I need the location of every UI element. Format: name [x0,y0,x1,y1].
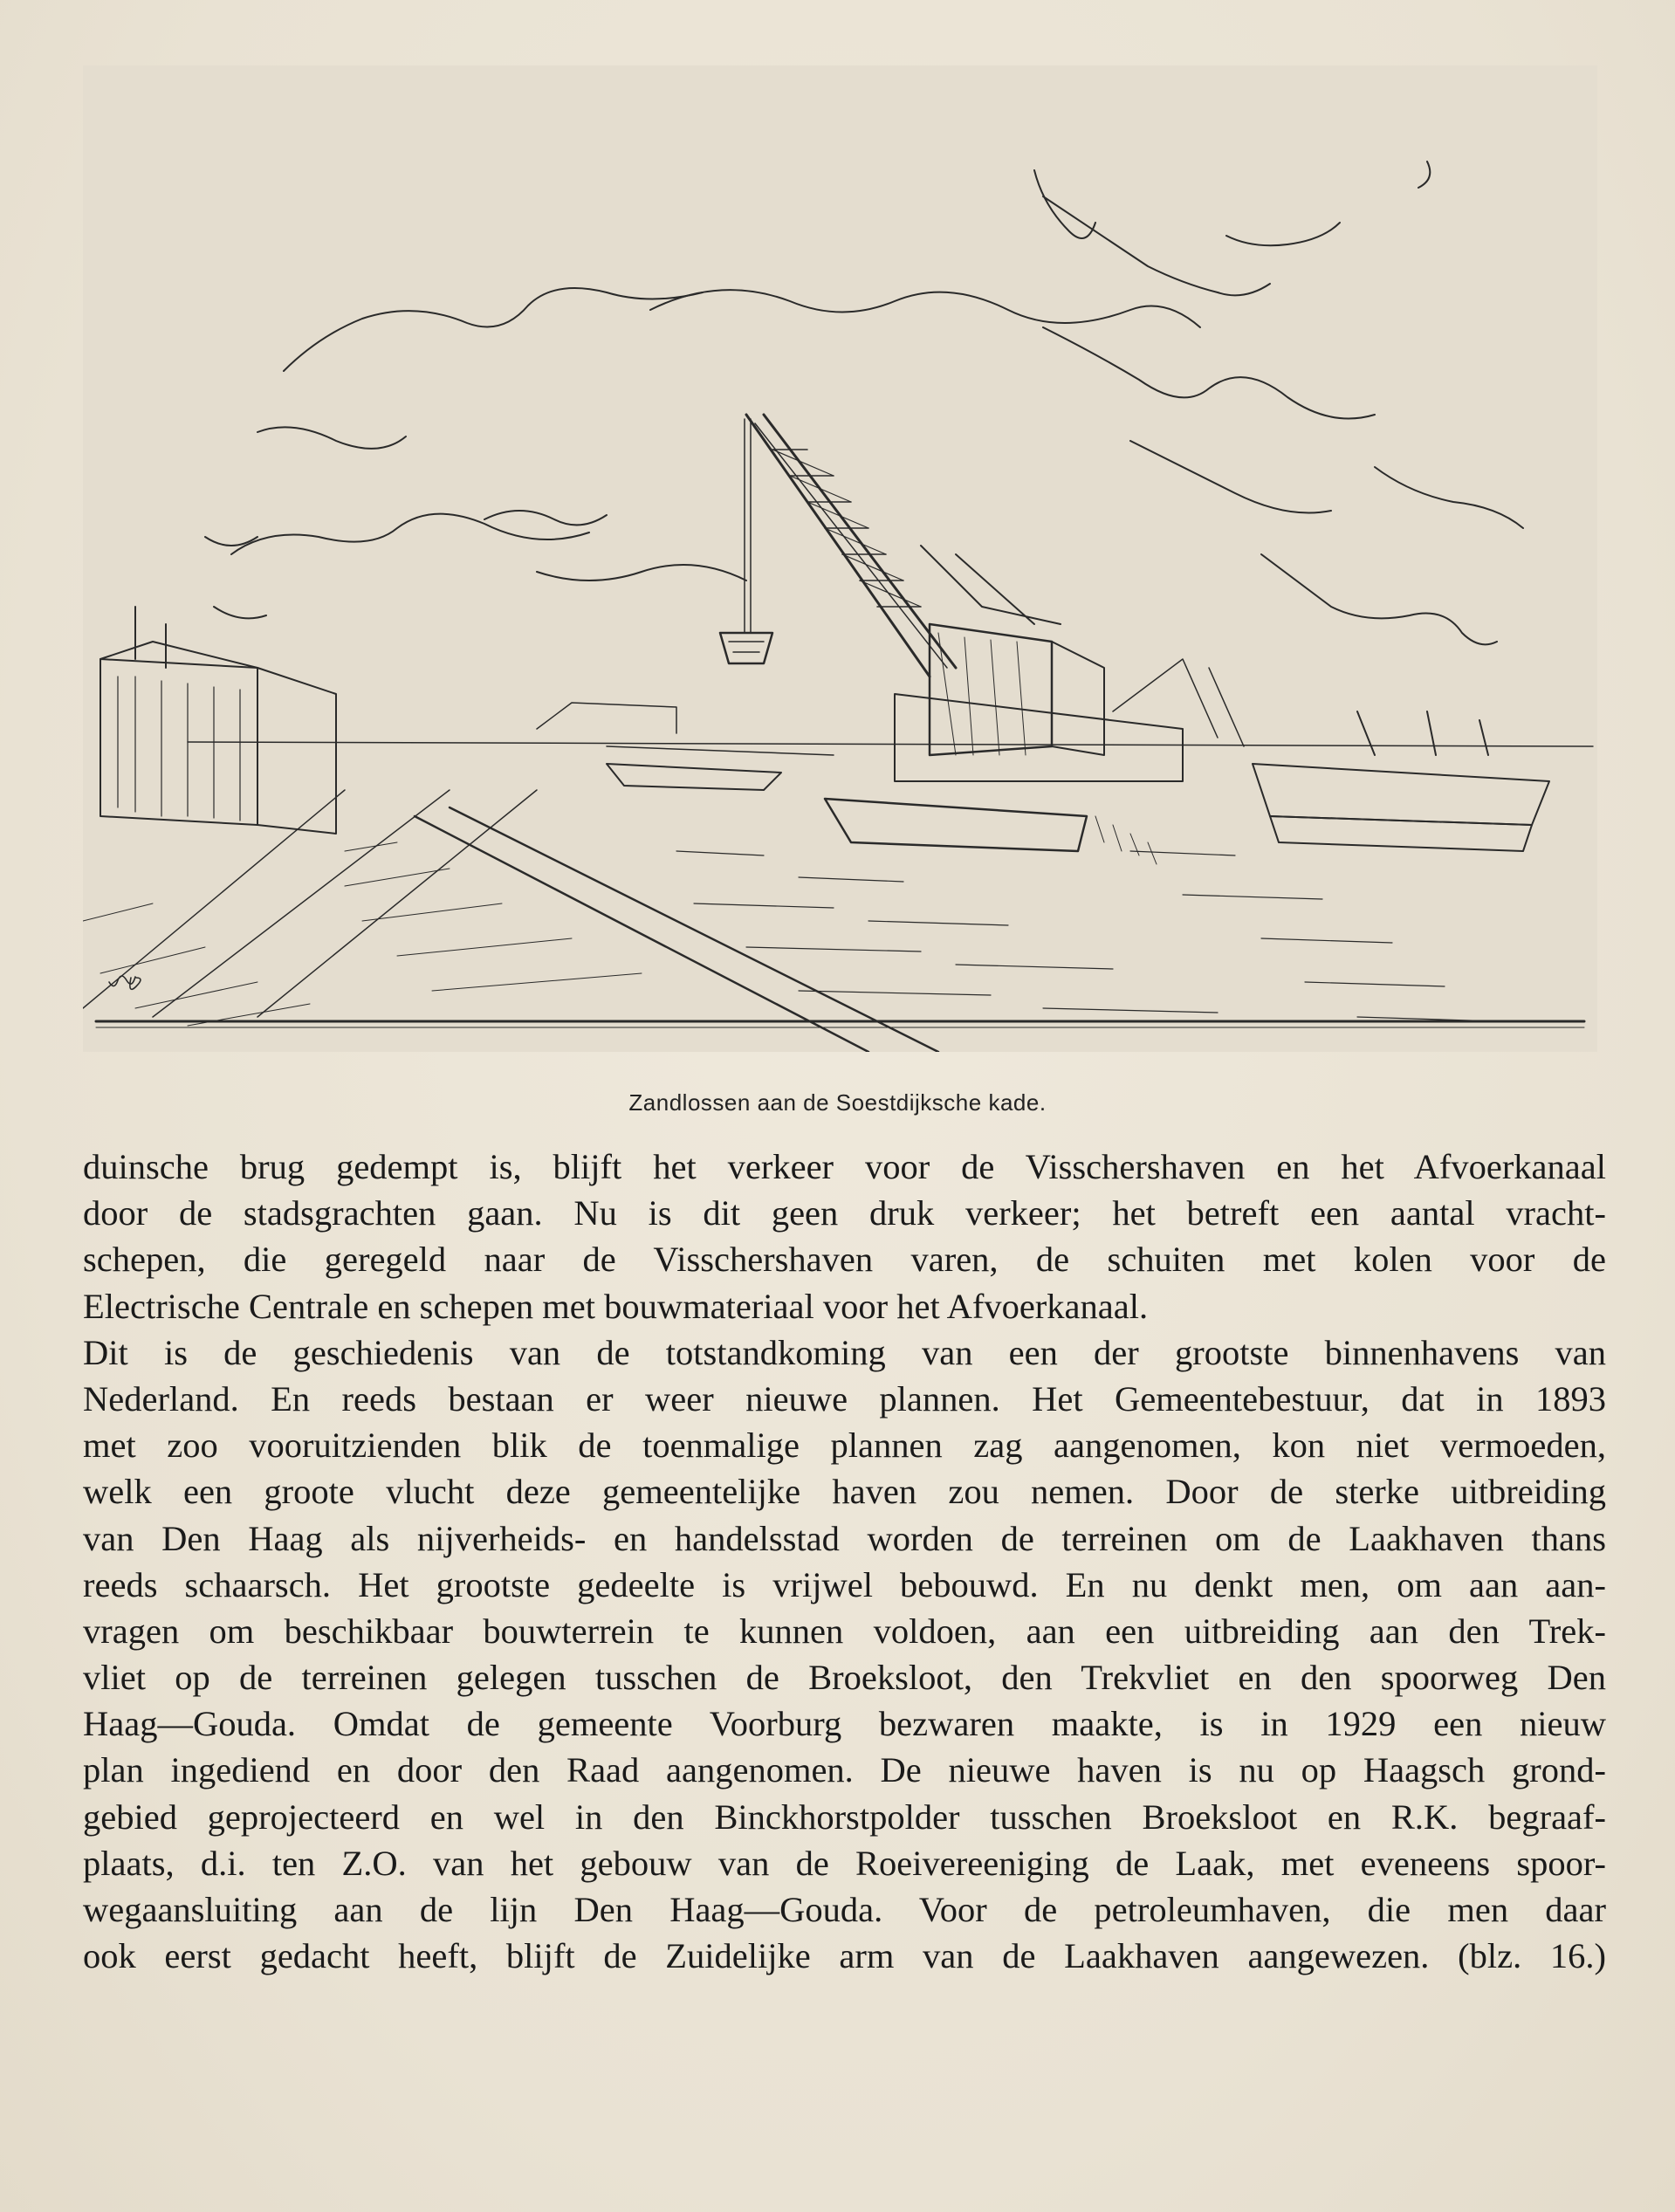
body-line: door de stadsgrachten gaan. Nu is dit geen druk verkeer; het betreft een aantal vracht- [83,1193,1606,1233]
body-line: reeds schaarsch. Het grootste gedeelte is vrijwel bebouwd. En nu denkt men, om aan aan- [83,1564,1606,1604]
body-line: Haag—Gouda. Omdat de gemeente Voorburg bezwaren maakte, is in 1929 een nieuw [83,1704,1606,1744]
body-line: vliet op de terreinen gelegen tusschen de Broeksloot, den Trekvliet en den spoorweg Den [83,1658,1606,1698]
body-line: Dit is de geschiedenis van de totstandkoming van een der grootste binnenhavens van [83,1332,1606,1372]
body-line: gebied geprojecteerd en wel in den Binckhorstpolder tusschen Broeksloot en R.K. begraaf- [83,1796,1606,1837]
illustration-caption: Zandlossen aan de Soestdijksche kade. [628,1089,1047,1116]
body-line: schepen, die geregeld naar de Visschershaven varen, de schuiten met kolen voor de [83,1240,1606,1280]
body-line: plaats, d.i. ten Z.O. van het gebouw van de Roeivereeniging de Laak, met eveneens spoor- [83,1843,1606,1883]
body-line: ook eerst gedacht heeft, blijft de Zuidelijke arm van de Laakhaven aangewezen. (blz. 16.) [83,1936,1606,1976]
body-line: wegaansluiting aan de lijn Den Haag—Gouda. Voor de petroleumhaven, die men daar [83,1890,1606,1929]
body-line: Electrische Centrale en schepen met bouwmateriaal voor het Afvoerkanaal. [83,1286,1149,1326]
body-line: van Den Haag als nijverheids- en handelsstad worden de terreinen om de Laakhaven thans [83,1518,1606,1558]
body-line: plan ingediend en door den Raad aangenomen. De nieuwe haven is nu op Haagsch grond- [83,1750,1606,1790]
body-line: welk een groote vlucht deze gemeentelijke haven zou nemen. Door de sterke uitbreiding [83,1472,1606,1512]
body-text [83,1144,1606,1979]
body-line: vragen om beschikbaar bouwterrein te kunnen voldoen, aan een uitbreiding aan den Trek- [83,1611,1606,1651]
harbor-sketch-svg [83,65,1597,1052]
body-line: met zoo vooruitzienden blik de toenmalige plannen zag aangenomen, kon niet vermoeden, [83,1425,1606,1466]
body-line: Nederland. En reeds bestaan er weer nieuwe plannen. Het Gemeentebestuur, dat in 1893 [83,1378,1606,1419]
harbor-crane-drawing [83,65,1597,1052]
body-line: duinsche brug gedempt is, blijft het verkeer voor de Visschershaven en het Afvoerkanaal [83,1147,1606,1186]
